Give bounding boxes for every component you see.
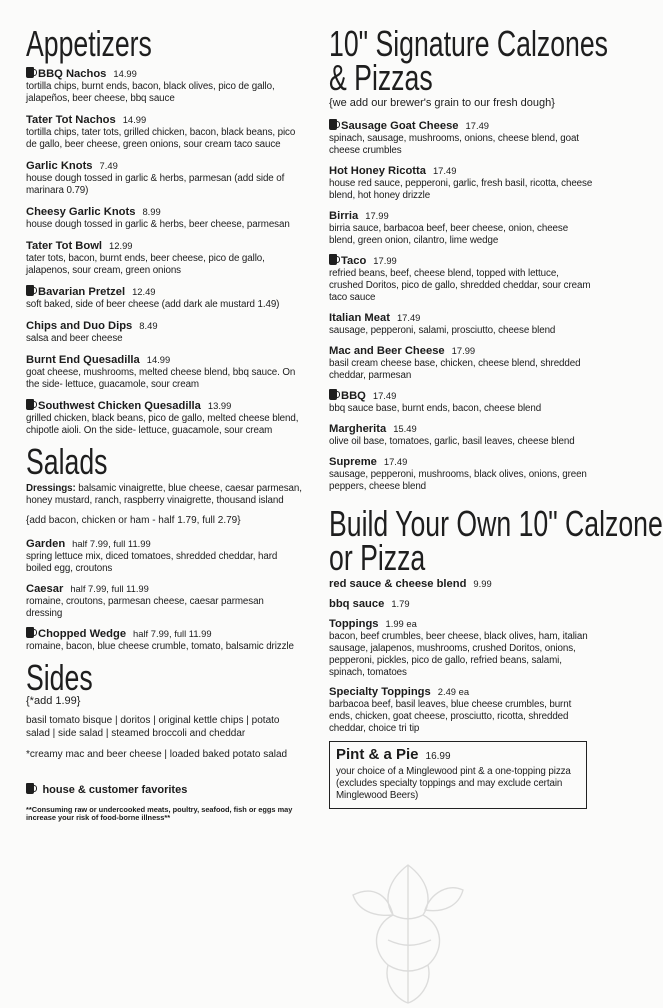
menu-item (26, 319, 302, 345)
menu-item-price: 14.99 (113, 68, 137, 79)
menu-item-header (26, 319, 302, 333)
menu-item (329, 164, 595, 202)
beer-mug-icon (26, 399, 34, 410)
beer-mug-icon (329, 254, 337, 265)
pizzas-list (329, 119, 595, 493)
build-title-line1: Build Your Own 10" Calzone (329, 503, 663, 544)
menu-item (26, 205, 302, 231)
pint-price: 16.99 (425, 751, 451, 762)
pizzas-note: {we add our brewer's grain to our fresh dough} (329, 97, 555, 109)
left-column (26, 0, 302, 823)
menu-item-name: Southwest Chicken Quesadilla (38, 400, 201, 412)
beer-mug-icon (26, 783, 34, 794)
menu-item-header (26, 627, 302, 641)
build-list (329, 577, 595, 735)
menu-item-header (26, 399, 302, 413)
appetizers-list (26, 67, 302, 437)
menu-item-name: Supreme (329, 456, 377, 468)
menu-item-name: Taco (341, 255, 367, 267)
menu-item-name: Chopped Wedge (38, 628, 127, 640)
menu-item-desc: bacon, beef crumbles, beer cheese, black olives, ham, italian sausage, jalapenos, mushrooms, crushed Doritos, onions, pepperoni, pickles, pico de gallo, refried beans, salami, spinach, tomatoes (329, 631, 588, 678)
menu-item-header (329, 422, 595, 436)
menu-item-desc: romaine, croutons, parmesan cheese, caesar parmesan dressing (26, 596, 264, 619)
legend-text: house & customer favorites (42, 783, 188, 796)
menu-item-header (26, 239, 302, 253)
menu-item (329, 209, 595, 247)
menu-item-name: Sausage Goat Cheese (341, 120, 459, 132)
menu-item-name: Specialty Toppings (329, 686, 431, 698)
menu-item-header (26, 113, 302, 127)
menu-item-header (329, 577, 595, 591)
menu-item (26, 239, 302, 277)
menu-item-header (329, 164, 595, 178)
hop-illustration (333, 855, 483, 1005)
menu-item-desc: house red sauce, pepperoni, garlic, fresh basil, ricotta, cheese blend, hot honey drizzle (329, 178, 593, 201)
menu-item-price: 1.79 (391, 598, 410, 609)
disclaimer: **Consuming raw or undercooked meats, poultry, seafood, fish or eggs may increase your risk of food-borne illness** (26, 804, 293, 823)
menu-item-header (329, 685, 595, 699)
menu-item-name: Cheesy Garlic Knots (26, 206, 136, 218)
menu-item-name: Garden (26, 538, 66, 550)
menu-item-price: 17.49 (383, 456, 408, 467)
pizzas-title-line2: & Pizzas (329, 57, 433, 98)
menu-item-price: 2.49 ea (437, 686, 470, 697)
menu-item (329, 422, 595, 448)
menu-item-header (329, 389, 595, 403)
menu-item-desc: basil cream cheese base, chicken, cheese blend, shredded cheddar, parmesan (329, 358, 581, 381)
salads-title: Salads (26, 441, 108, 482)
pizzas-title-line1: 10" Signature Calzones (329, 23, 608, 64)
menu-item (26, 627, 302, 653)
menu-item-price: 17.99 (373, 255, 397, 266)
menu-item-header (329, 617, 595, 631)
menu-item-header (26, 205, 302, 219)
menu-item (329, 254, 595, 304)
menu-item-name: Birria (329, 210, 359, 222)
menu-item-name: Garlic Knots (26, 160, 93, 172)
menu-item-header (26, 67, 302, 81)
menu-item-desc: birria sauce, barbacoa beef, beer cheese, onion, cheese blend, green onion, cilantro, lime wedge (329, 223, 569, 246)
menu-item (26, 285, 302, 311)
menu-item-desc: sausage, pepperoni, mushrooms, black olives, onions, green peppers, cheese blend (329, 469, 587, 492)
pint-name-row (336, 746, 580, 766)
menu-item (26, 537, 302, 575)
menu-item-name: red sauce & cheese blend (329, 578, 467, 590)
menu-item-price: 17.49 (372, 390, 397, 401)
dressings-list: balsamic vinaigrette, blue cheese, caesar parmesan, honey mustard, ranch, raspberry vinaigrette, thousand island (26, 483, 302, 506)
sides-note: {*add 1.99} (26, 695, 81, 707)
menu-item-header (26, 159, 302, 173)
menu-item-price: 13.99 (207, 400, 232, 411)
menu-item-price: 17.49 (432, 165, 457, 176)
menu-item (329, 597, 595, 611)
menu-item-desc: tortilla chips, tater tots, grilled chicken, bacon, black beans, pico de gallo, beer cheese, green onions, sour cream taco sauce (26, 127, 296, 150)
menu-item-desc: house dough tossed in garlic & herbs, beer cheese, parmesan (26, 219, 290, 230)
menu-item-desc: spinach, sausage, mushrooms, onions, cheese blend, goat cheese crumbles (329, 133, 579, 156)
menu-item-header (26, 353, 302, 367)
sides-list-1: basil tomato bisque | doritos | original kettle chips | potato salad | side salad | steamed broccoli and cheddar (26, 715, 280, 739)
menu-item (329, 389, 595, 415)
menu-item-header (26, 582, 302, 596)
pizzas-heading (329, 23, 608, 98)
menu-item (329, 685, 595, 735)
favorites-legend (26, 780, 302, 798)
menu-item (26, 399, 302, 437)
menu-item (26, 353, 302, 391)
menu-item-desc: soft baked, side of beer cheese (add dark ale mustard 1.49) (26, 299, 280, 310)
menu-item-price: half 7.99, full 11.99 (133, 628, 212, 639)
menu-item (26, 159, 302, 197)
menu-item-desc: salsa and beer cheese (26, 333, 123, 344)
menu-item-desc: grilled chicken, black beans, pico de gallo, melted cheese blend, chipotle aioli. On the side- lettuce, guacamole, sour cream (26, 413, 299, 436)
dressings-label: Dressings: (26, 483, 76, 494)
menu-item-price: 8.99 (142, 206, 161, 217)
salads-list (26, 537, 302, 653)
menu-item-desc: olive oil base, tomatoes, garlic, basil leaves, cheese blend (329, 436, 575, 447)
menu-item (329, 577, 595, 591)
salad-addons: {add bacon, chicken or ham - half 1.79, full 2.79} (26, 515, 241, 526)
menu-item-name: Tater Tot Nachos (26, 114, 116, 126)
build-heading (329, 503, 663, 578)
menu-item-desc: refried beans, beef, cheese blend, topped with lettuce, crushed Doritos, pico de gallo, shredded cheddar, sour cream taco sauce (329, 268, 591, 303)
menu-item-price: 9.99 (473, 578, 492, 589)
menu-item-name: Caesar (26, 583, 64, 595)
pint-and-pie-box (329, 741, 587, 809)
menu-item-desc: house dough tossed in garlic & herbs, parmesan (add side of marinara 0.79) (26, 173, 285, 196)
menu-item-price: half 7.99, full 11.99 (70, 583, 149, 594)
menu-item (329, 455, 595, 493)
menu-item-desc: spring lettuce mix, diced tomatoes, shredded cheddar, hard boiled egg, croutons (26, 551, 278, 574)
build-title-line2: or Pizza (329, 537, 426, 578)
menu-item-name: Hot Honey Ricotta (329, 165, 426, 177)
salad-dressings (26, 483, 302, 507)
menu-item-price: 14.99 (146, 354, 171, 365)
menu-item-name: Italian Meat (329, 312, 390, 324)
sides-title: Sides (26, 657, 93, 698)
menu-item (329, 344, 595, 382)
menu-item-header (329, 254, 595, 268)
menu-item-name: Burnt End Quesadilla (26, 354, 140, 366)
menu-item-name: Toppings (329, 618, 379, 630)
beer-mug-icon (329, 389, 337, 400)
menu-item-name: BBQ Nachos (38, 68, 107, 80)
menu-item-header (329, 209, 595, 223)
menu-item-price: 7.49 (99, 160, 118, 171)
menu-item-header (329, 344, 595, 358)
menu-item-header (329, 119, 595, 133)
menu-item (26, 113, 302, 151)
menu-item-name: Tater Tot Bowl (26, 240, 103, 252)
menu-item-price: 12.49 (132, 286, 156, 297)
beer-mug-icon (26, 285, 34, 296)
menu-item (329, 311, 595, 337)
menu-item-price: 8.49 (139, 320, 158, 331)
menu-item-desc: barbacoa beef, basil leaves, blue cheese crumbles, burnt ends, chicken, goat cheese, prosciutto, ricotta, shredded cheddar, choice tri tip (329, 699, 572, 734)
menu-item (329, 119, 595, 157)
menu-item-desc: goat cheese, mushrooms, melted cheese blend, bbq sauce. On the side- lettuce, guacamole, sour cream (26, 367, 296, 390)
menu-item-header (329, 455, 595, 469)
menu-item-price: 1.99 ea (385, 618, 417, 629)
menu-item-price: 12.99 (109, 240, 133, 251)
menu-item-name: BBQ (341, 390, 366, 402)
menu-item-name: Chips and Duo Dips (26, 320, 133, 332)
beer-mug-icon (26, 67, 34, 78)
menu-item (329, 617, 595, 679)
right-column (329, 0, 663, 809)
menu-item-price: half 7.99, full 11.99 (72, 538, 151, 549)
pint-desc: your choice of a Minglewood pint & a one-topping pizza (excludes specialty toppings and may exclude certain Minglewood Beers) (336, 766, 571, 801)
menu-item-name: bbq sauce (329, 598, 385, 610)
menu-item-price: 17.49 (396, 312, 421, 323)
menu-item-desc: romaine, bacon, blue cheese crumble, tomato, balsamic drizzle (26, 641, 294, 652)
menu-item-name: Bavarian Pretzel (38, 286, 126, 298)
beer-mug-icon (329, 119, 337, 130)
menu-item-price: 17.99 (365, 210, 389, 221)
menu-item-name: Mac and Beer Cheese (329, 345, 445, 357)
appetizers-title: Appetizers (26, 23, 152, 64)
menu-item-desc: bbq sauce base, burnt ends, bacon, cheese blend (329, 403, 542, 414)
menu-item (26, 582, 302, 620)
menu-item (26, 67, 302, 105)
menu-item-desc: sausage, pepperoni, salami, prosciutto, cheese blend (329, 325, 556, 336)
menu-item-desc: tater tots, bacon, burnt ends, beer cheese, pico de gallo, jalapenos, sour cream, green onions (26, 253, 265, 276)
menu-item-name: Margherita (329, 423, 387, 435)
sides-list-2: *creamy mac and beer cheese | loaded baked potato salad (26, 749, 288, 760)
menu-item-header (329, 597, 595, 611)
beer-mug-icon (26, 627, 34, 638)
menu-item-header (329, 311, 595, 325)
pint-name: Pint & a Pie (336, 746, 419, 763)
menu-item-desc: tortilla chips, burnt ends, bacon, black olives, pico de gallo, jalapeños, beer cheese, bbq sauce (26, 81, 275, 104)
menu-item-price: 15.49 (393, 423, 417, 434)
menu-item-price: 17.49 (465, 120, 489, 131)
menu-item-price: 17.99 (451, 345, 476, 356)
menu-item-price: 14.99 (122, 114, 147, 125)
menu-item-header (26, 285, 302, 299)
menu-item-header (26, 537, 302, 551)
